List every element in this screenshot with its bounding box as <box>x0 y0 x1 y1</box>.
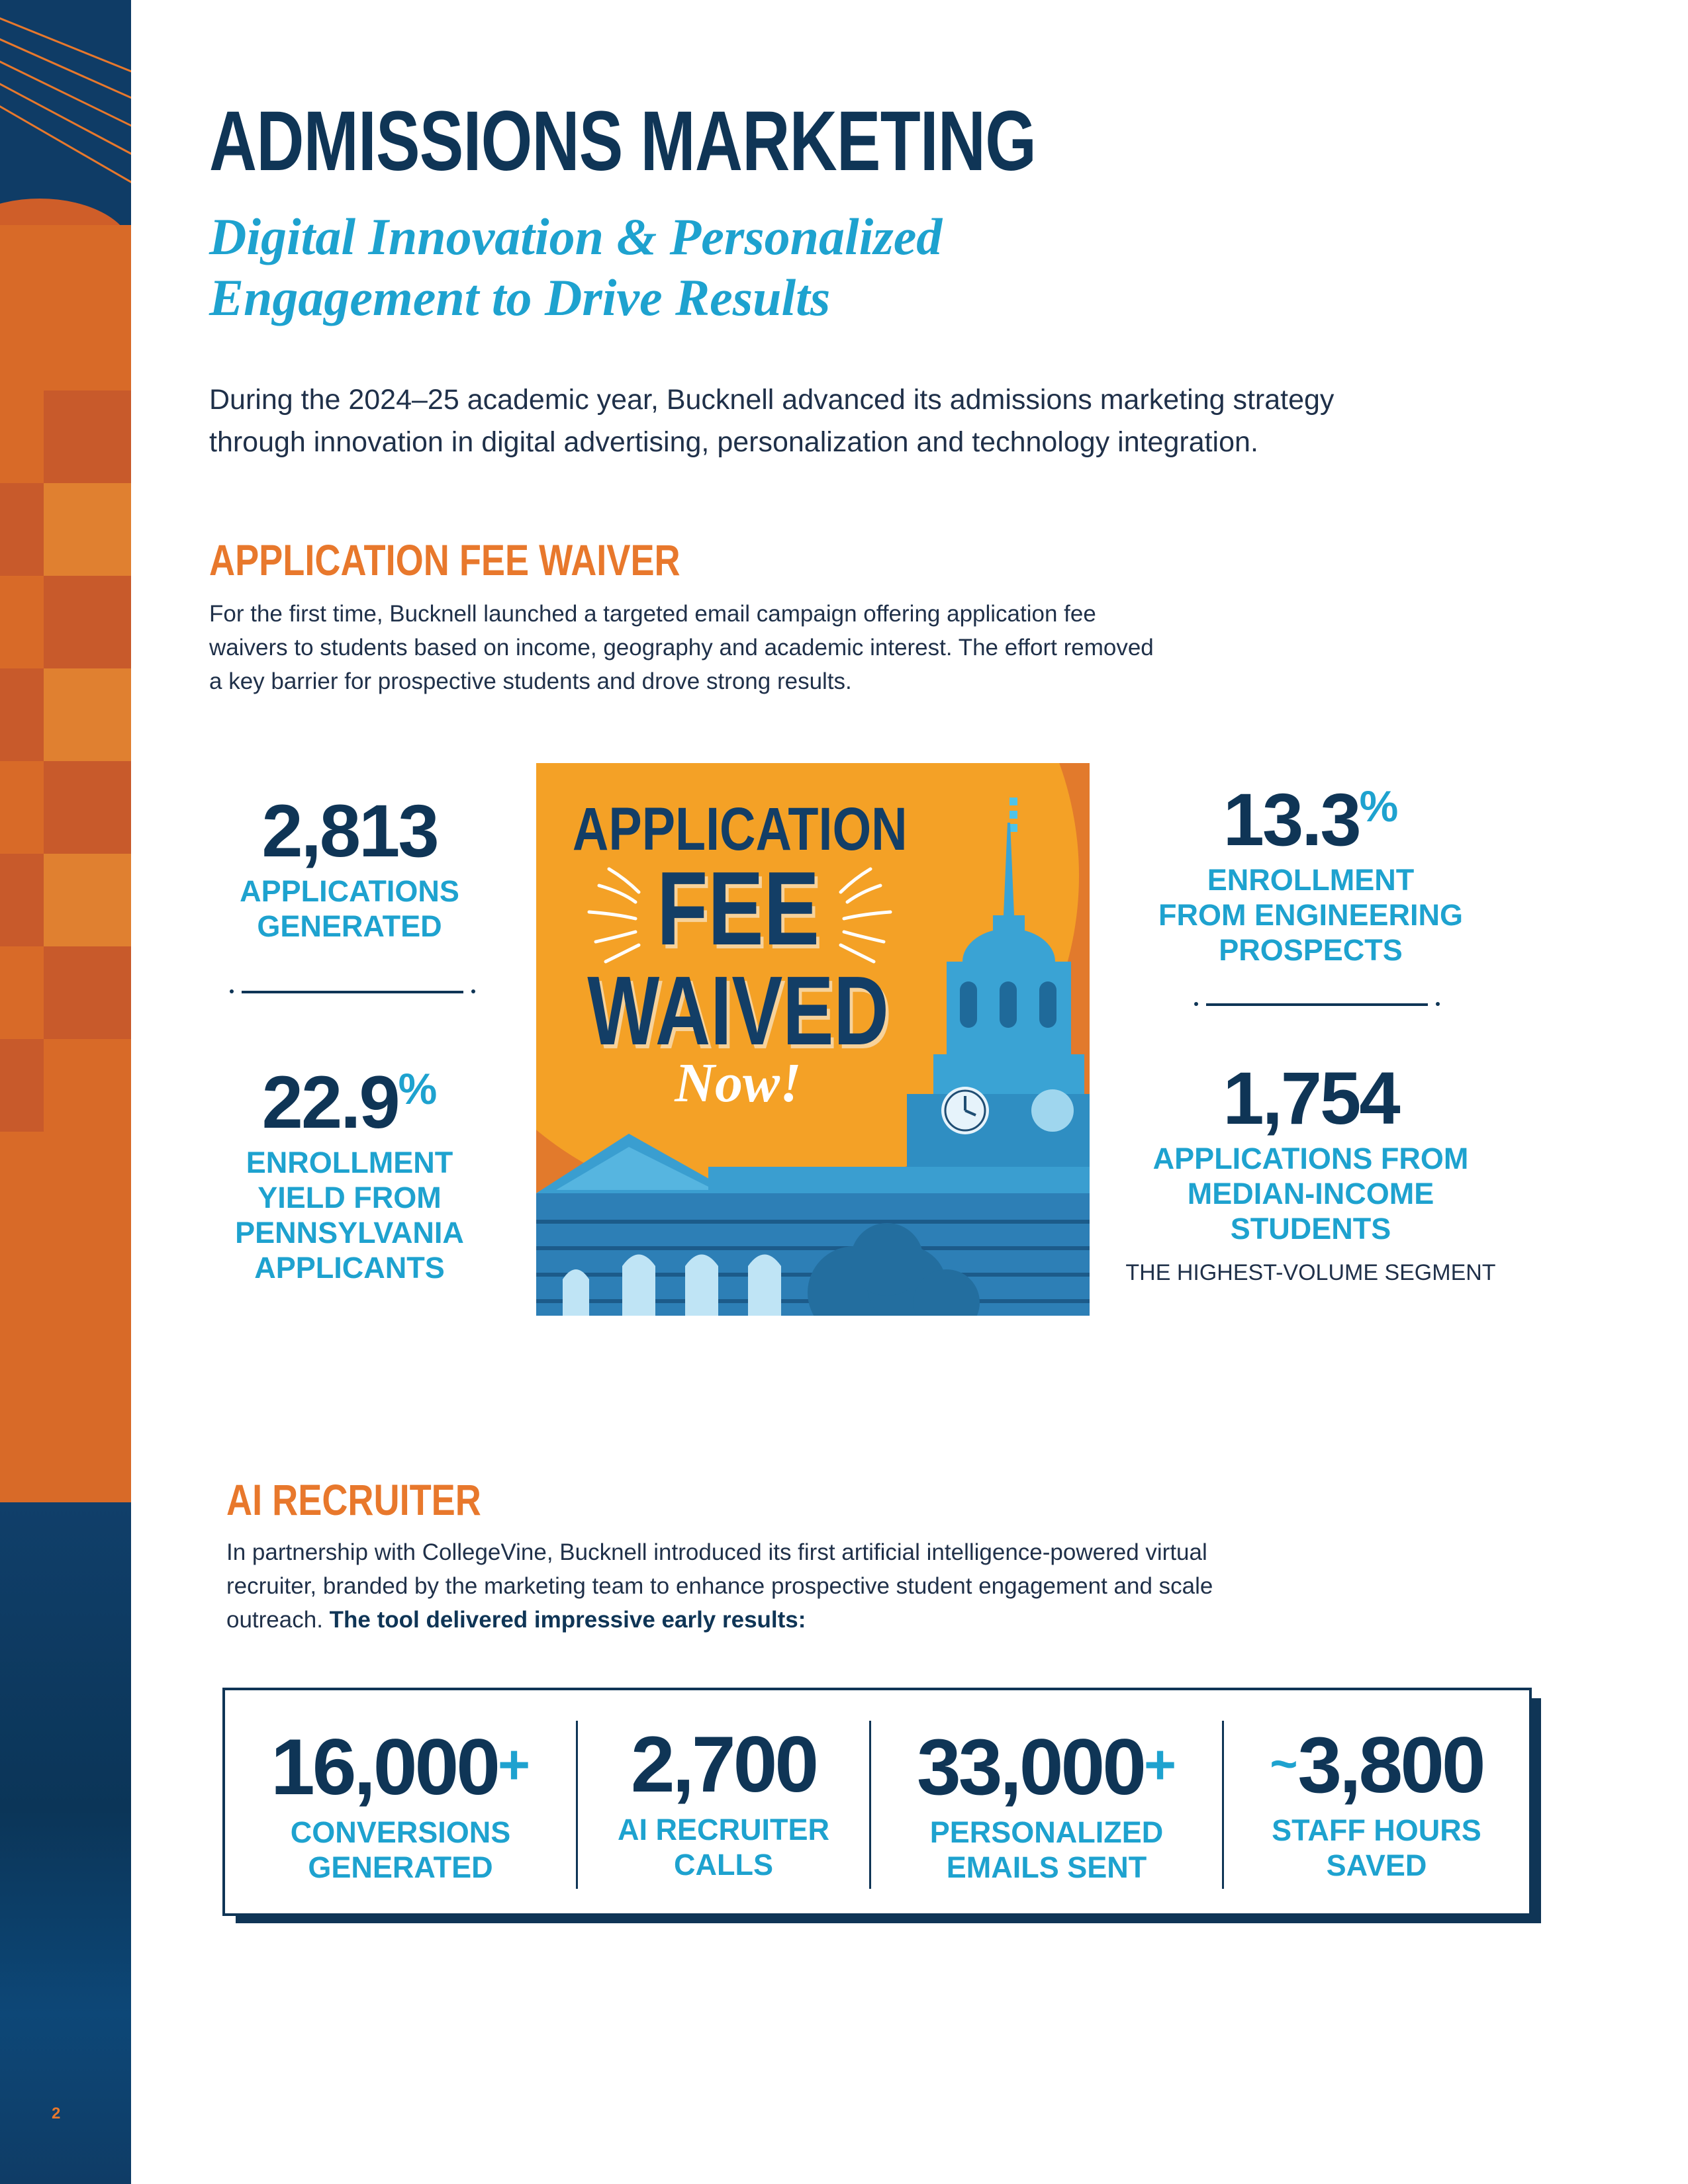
promo-line-now: Now! <box>675 1052 802 1114</box>
stat-label: CONVERSIONS GENERATED <box>290 1815 511 1884</box>
stat-staff-hours-saved <box>1224 1690 1529 1913</box>
stat-median-income-applications <box>1125 1059 1496 1287</box>
promo-line-application: APPLICATION <box>572 796 908 863</box>
ai-recruiter-body-bold: The tool delivered impressive early results: <box>329 1607 806 1633</box>
stat-divider-right <box>1206 1003 1428 1006</box>
ai-recruiter-heading: AI RECRUITER <box>226 1475 481 1524</box>
stat-value: 16,000+ <box>270 1723 531 1811</box>
page-title: ADMISSIONS MARKETING <box>209 94 1037 189</box>
stat-value: 13.3% <box>1223 778 1399 861</box>
stat-label: APPLICATIONS FROM MEDIAN-INCOME STUDENTS <box>1152 1142 1469 1246</box>
stat-applications-generated <box>211 792 489 944</box>
stat-divider-left <box>242 991 463 993</box>
stat-label: STAFF HOURS SAVED <box>1272 1813 1481 1882</box>
sidebar-blue-panel <box>0 1502 131 2184</box>
stat-label: AI RECRUITER CALLS <box>617 1813 829 1882</box>
stat-ai-recruiter-calls <box>578 1690 869 1913</box>
stat-label: ENROLLMENT YIELD FROM PENNSYLVANIA APPLICANTS <box>235 1146 464 1285</box>
page-subtitle <box>209 206 1202 328</box>
stat-value: 1,754 <box>1223 1057 1399 1140</box>
intro-paragraph: During the 2024–25 academic year, Bucknell advanced its admissions marketing strategy through innovation in digital advertising, personalization and technology integration. <box>209 384 1335 458</box>
fee-waiver-body: For the first time, Bucknell launched a targeted email campaign offering application fee waivers to students based on income, geography and academic interest. The effort removed a key barrier for prospective students and drove strong results. <box>209 601 1154 694</box>
stat-note: THE HIGHEST-VOLUME SEGMENT <box>1125 1260 1496 1285</box>
subtitle-line-2: Engagement to Drive Results <box>209 269 831 326</box>
stat-value: 33,000+ <box>916 1723 1177 1811</box>
stat-label: ENROLLMENT FROM ENGINEERING PROSPECTS <box>1158 863 1464 967</box>
stat-value: 2,700 <box>630 1720 817 1809</box>
stat-label: APPLICATIONS GENERATED <box>240 874 459 943</box>
sidebar-checker-pattern <box>0 390 131 1132</box>
fee-waived-promo-graphic <box>536 763 1090 1316</box>
stat-engineering-enrollment <box>1125 766 1496 968</box>
ai-recruiter-stats-box <box>222 1688 1532 1916</box>
stat-label: PERSONALIZED EMAILS SENT <box>929 1815 1164 1884</box>
stat-value: ~3,800 <box>1270 1721 1483 1809</box>
subtitle-line-1: Digital Innovation & Personalized <box>209 208 943 265</box>
stat-pennsylvania-yield <box>211 1049 489 1285</box>
stat-value: 2,813 <box>261 790 438 872</box>
fee-waiver-heading: APPLICATION FEE WAIVER <box>209 535 680 584</box>
sidebar-top-panel <box>0 0 131 225</box>
page-number: 2 <box>52 2105 61 2122</box>
stat-value: 22.9% <box>261 1061 438 1144</box>
ai-recruiter-body: In partnership with CollegeVine, Bucknell introduced its first artificial intelligence-powered virtual recruiter, branded by the marketing team to enhance prospective student engagement and scale outreach. The tool delivered impressive early results: <box>226 1539 1213 1633</box>
promo-line-waived: WAIVED <box>587 956 889 1066</box>
stat-conversions-generated <box>225 1690 576 1913</box>
promo-line-fee: FEE <box>657 850 820 967</box>
decorative-sidebar <box>0 0 131 2184</box>
stat-personalized-emails <box>871 1690 1222 1913</box>
